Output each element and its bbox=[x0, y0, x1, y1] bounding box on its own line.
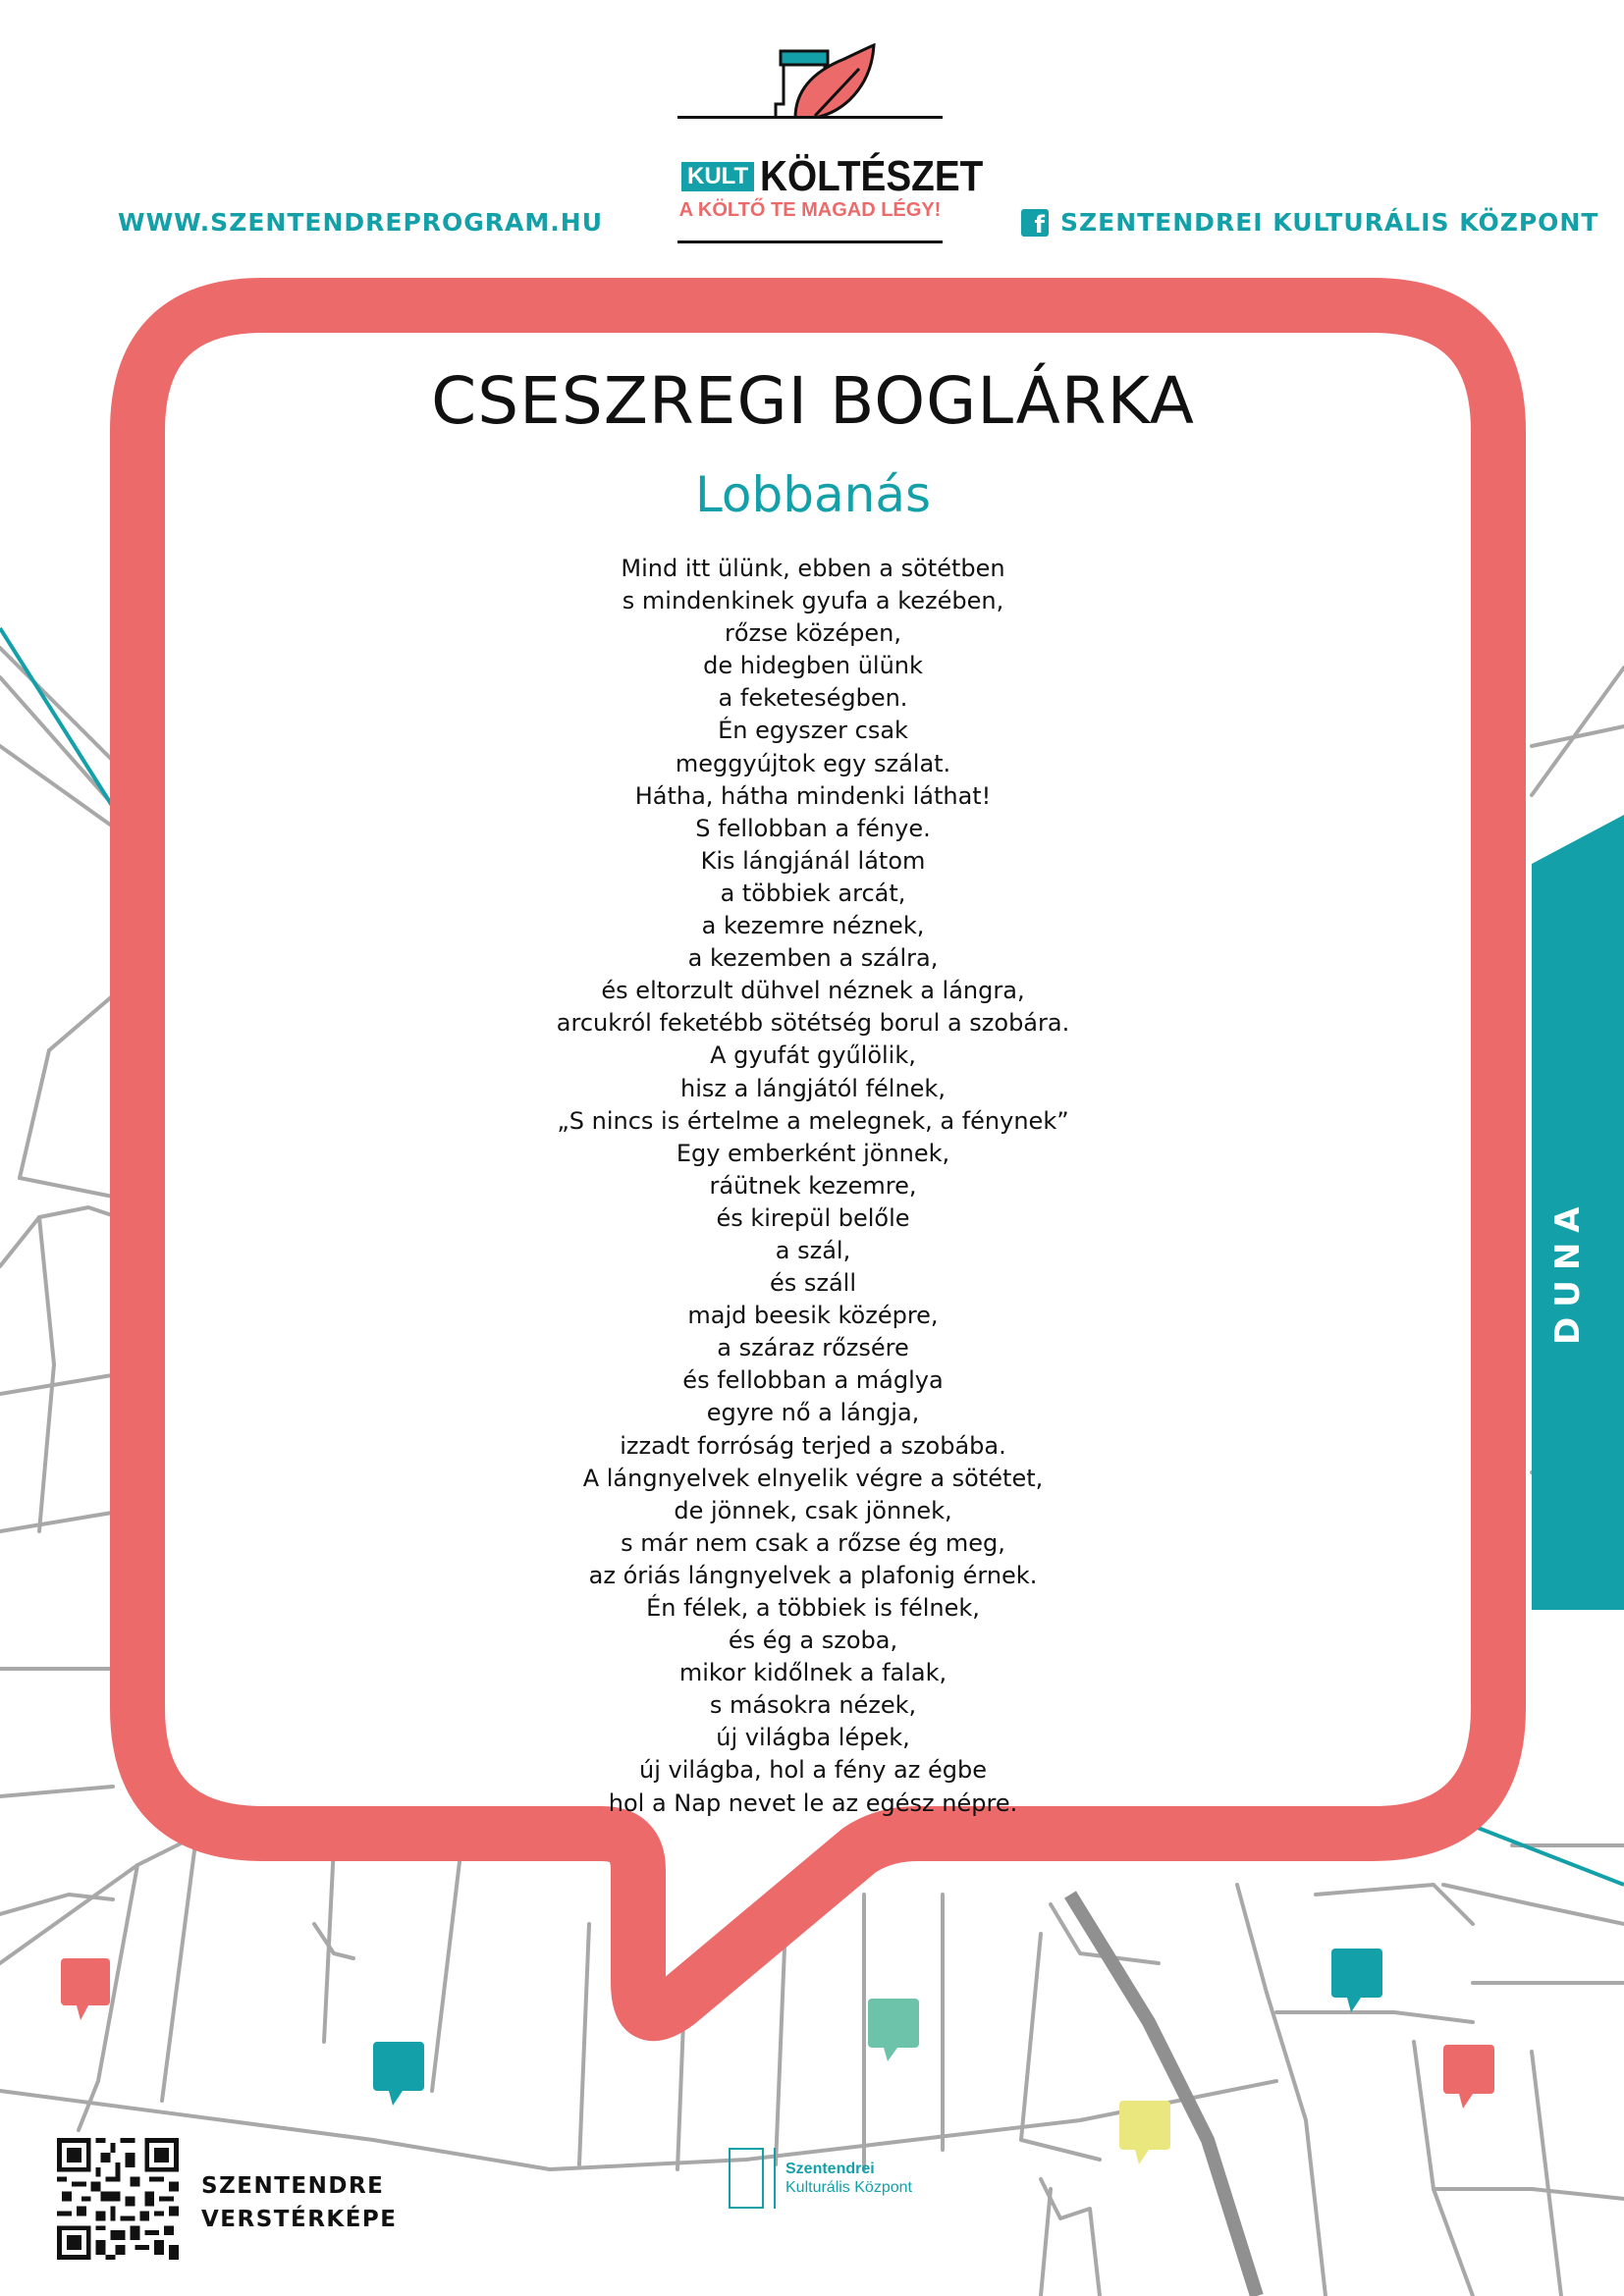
website-link[interactable]: WWW.SZENTENDREPROGRAM.HU bbox=[118, 208, 603, 237]
poem-line: és kirepül belőle bbox=[716, 1203, 910, 1232]
org-logo-text bbox=[785, 2160, 912, 2197]
poem-line: és száll bbox=[769, 1269, 857, 1298]
qr-code-icon bbox=[57, 2138, 179, 2260]
organization-label: SZENTENDREI KULTURÁLIS KÖZPONT bbox=[1060, 208, 1599, 237]
logo-rule-top bbox=[677, 116, 943, 119]
poem-line: a kezemre néznek, bbox=[701, 912, 925, 940]
map-marker-teal-left bbox=[373, 2042, 424, 2106]
poem-section bbox=[165, 324, 1461, 1820]
poem-line: az óriás lángnyelvek a plafonig érnek. bbox=[588, 1561, 1038, 1589]
river-label: DUNA bbox=[1548, 1197, 1588, 1346]
poem-line: Egy emberként jönnek, bbox=[676, 1139, 950, 1167]
poem-line: mikor kidőlnek a falak, bbox=[678, 1659, 947, 1687]
poem-line: a szál, bbox=[775, 1236, 851, 1264]
poem-line: és ég a szoba, bbox=[728, 1627, 898, 1655]
poem-line: de hidegben ülünk bbox=[703, 652, 923, 680]
map-marker-red-left bbox=[61, 1958, 110, 2020]
poem-line: a kezemben a szálra, bbox=[687, 944, 939, 973]
map-marker-yellow bbox=[1119, 2101, 1170, 2164]
map-caption bbox=[201, 2169, 398, 2236]
poem-author: CSESZREGI BOGLÁRKA bbox=[431, 363, 1195, 439]
poem-line: s már nem csak a rőzse ég meg, bbox=[621, 1528, 1005, 1557]
poem-line: izzadt forróság terjed a szobába. bbox=[620, 1431, 1006, 1460]
poem-line: Hátha, hátha mindenki láthat! bbox=[634, 781, 992, 810]
map-marker-red-right bbox=[1443, 2045, 1494, 2109]
poem-line: A gyufát gyűlölik, bbox=[710, 1041, 916, 1070]
poem-line: S fellobban a fénye. bbox=[695, 814, 931, 842]
poem-line: a száraz rőzsére bbox=[717, 1334, 909, 1362]
poem-line: s mindenkinek gyufa a kezében, bbox=[622, 587, 1004, 615]
org-logo-divider bbox=[774, 2148, 776, 2209]
logo-wordmark-row bbox=[681, 152, 1014, 200]
facebook-icon: f bbox=[1021, 209, 1049, 237]
poem-body bbox=[165, 553, 1461, 1820]
org-logo-mark-icon bbox=[729, 2148, 764, 2209]
logo-rule-bottom bbox=[677, 240, 943, 243]
poem-line: hisz a lángjától félnek, bbox=[680, 1074, 946, 1102]
poem-title: Lobbanás bbox=[694, 466, 932, 523]
poem-line: A lángnyelvek elnyelik végre a sötétet, bbox=[582, 1464, 1044, 1492]
org-logo-line1: Szentendrei bbox=[785, 2161, 875, 2177]
footer-org-logo bbox=[729, 2148, 912, 2209]
kult-badge: KULT bbox=[681, 162, 754, 191]
poem-line: Én félek, a többiek is félnek, bbox=[646, 1594, 980, 1622]
poem-line: új világba, hol a fény az égbe bbox=[639, 1756, 987, 1785]
poem-line: a feketeségben. bbox=[718, 684, 908, 713]
poem-line: arcukról feketébb sötétség borul a szobára. bbox=[556, 1009, 1070, 1038]
poem-line: meggyújtok egy szálat. bbox=[675, 749, 951, 777]
poem-line: majd beesik középre, bbox=[687, 1302, 939, 1330]
poem-line: rőzse középen, bbox=[725, 619, 901, 648]
feather-building-icon bbox=[677, 39, 947, 118]
poem-line: a többiek arcát, bbox=[720, 879, 906, 907]
poem-line: hol a Nap nevet le az egész népre. bbox=[608, 1789, 1018, 1817]
poem-line: Mind itt ülünk, ebben a sötétben bbox=[621, 555, 1005, 582]
poem-line: Kis lángjánál látom bbox=[700, 846, 926, 875]
map-caption-line2: VERSTÉRKÉPE bbox=[201, 2207, 398, 2232]
poem-line: Én egyszer csak bbox=[718, 717, 908, 745]
organization-link[interactable] bbox=[1021, 208, 1598, 237]
map-marker-mint bbox=[868, 1999, 919, 2061]
logo-tagline: A KÖLTŐ TE MAGAD LÉGY! bbox=[678, 199, 942, 221]
poem-line: és fellobban a máglya bbox=[682, 1366, 944, 1395]
poem-line: új világba lépek, bbox=[716, 1724, 910, 1752]
river-line-bottom-right bbox=[1473, 1826, 1624, 1885]
poem-line: egyre nő a lángja, bbox=[706, 1399, 920, 1427]
poem-line: ráütnek kezemre, bbox=[709, 1171, 917, 1200]
map-caption-line1: SZENTENDRE bbox=[201, 2173, 385, 2199]
kult-kolteszet-logo bbox=[677, 39, 984, 245]
poem-line: de jönnek, csak jönnek, bbox=[674, 1496, 952, 1524]
logo-wordmark: KÖLTÉSZET bbox=[760, 152, 984, 200]
poem-line: és eltorzult dühvel néznek a lángra, bbox=[601, 977, 1025, 1005]
poem-line: s másokra nézek, bbox=[709, 1691, 917, 1720]
org-logo-line2: Kulturális Központ bbox=[785, 2179, 912, 2196]
map-marker-teal-right bbox=[1331, 1949, 1382, 2012]
poem-line: „S nincs is értelme a melegnek, a fénynek” bbox=[557, 1106, 1069, 1135]
